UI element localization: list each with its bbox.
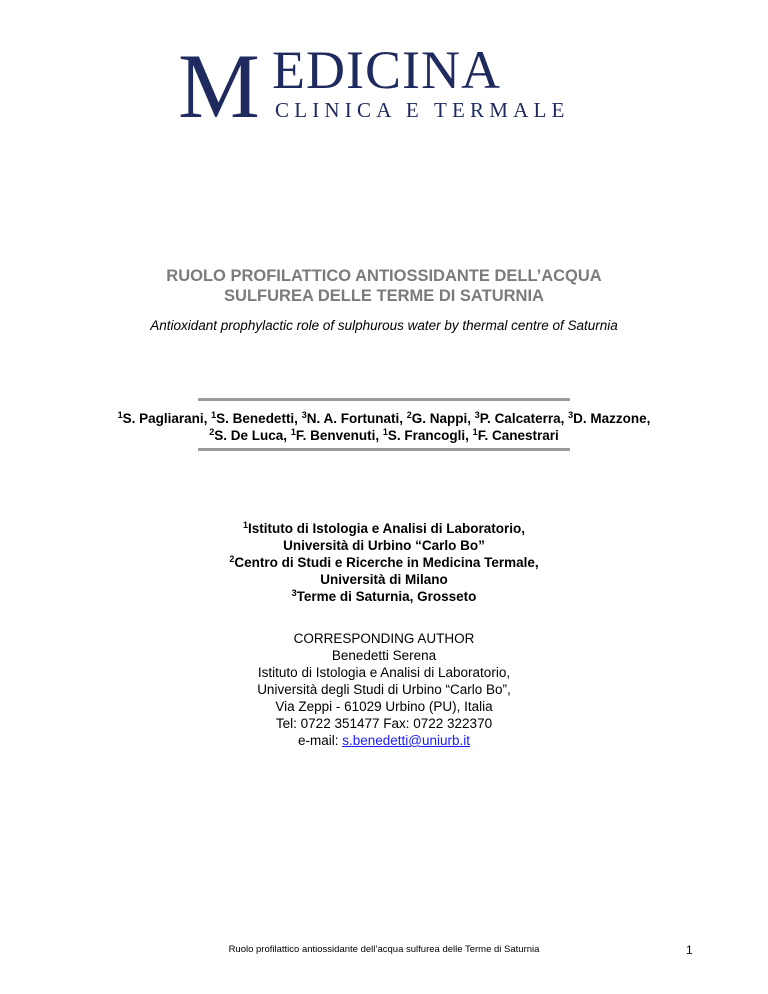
author: $^1$F. Canestrari <box>472 427 559 443</box>
corresponding-name: Benedetti Serena <box>331 648 437 663</box>
author: $^1$F. Benvenuti, <box>290 427 380 443</box>
running-footer: Ruolo profilattico antiossidante dell’acqua sulfurea delle Terme di Saturnia <box>228 944 540 955</box>
logo-word: EDICINA <box>272 40 501 100</box>
affiliation: Università di Milano <box>320 572 448 587</box>
affiliations <box>0 520 768 605</box>
corresponding-institute: Istituto di Istologia e Analisi di Laboratorio, <box>257 665 511 680</box>
author: $^1$S. Francogli, <box>382 427 469 443</box>
journal-logo <box>0 35 768 137</box>
affiliation: $^2$Centro di Studi e Ricerche in Medicina Termale, <box>229 554 539 570</box>
bottom-divider <box>198 448 570 451</box>
logo-subtitle: CLINICA E TERMALE <box>275 98 570 122</box>
author: $^3$P. Calcaterra, <box>474 410 565 426</box>
logo-initial: M <box>178 35 260 137</box>
corresponding-author <box>0 630 768 749</box>
corresponding-address: Via Zeppi - 61029 Urbino (PU), Italia <box>275 699 493 714</box>
paper-title <box>0 266 768 306</box>
affiliation: $^3$Terme di Saturnia, Grosseto <box>291 588 477 604</box>
corresponding-university: Università degli Studi di Urbino “Carlo Bo”, <box>257 682 511 697</box>
author: $^3$N. A. Fortunati, <box>301 410 403 426</box>
author-line-2 <box>0 427 768 444</box>
top-divider <box>198 398 570 401</box>
author-list <box>0 410 768 444</box>
title-line-1: RUOLO PROFILATTICO ANTIOSSIDANTE DELL’ACQUA <box>166 267 602 285</box>
author: $^3$D. Mazzone, <box>568 410 651 426</box>
english-subtitle: Antioxidant prophylactic role of sulphurous water by thermal centre of Saturnia <box>150 318 618 333</box>
affiliation: $^1$Istituto di Istologia e Analisi di Laboratorio, <box>242 520 526 536</box>
affiliation: Università di Urbino “Carlo Bo” <box>283 538 485 553</box>
title-line-2: SULFUREA DELLE TERME DI SATURNIA <box>224 287 544 305</box>
author: $^1$S. Pagliarani, <box>117 410 208 426</box>
author: $^2$S. De Luca, <box>209 427 288 443</box>
corresponding-email: e-mail: s.benedetti@uniurb.it <box>297 733 471 748</box>
page-number: 1 <box>686 943 693 957</box>
corresponding-heading: CORRESPONDING AUTHOR <box>293 631 475 646</box>
author-line-1 <box>0 410 768 427</box>
corresponding-phone: Tel: 0722 351477 Fax: 0722 322370 <box>275 716 493 731</box>
author: $^1$S. Benedetti, <box>211 410 298 426</box>
author: $^2$G. Nappi, <box>406 410 472 426</box>
email-link[interactable]: s.benedetti@uniurb.it <box>342 733 471 748</box>
